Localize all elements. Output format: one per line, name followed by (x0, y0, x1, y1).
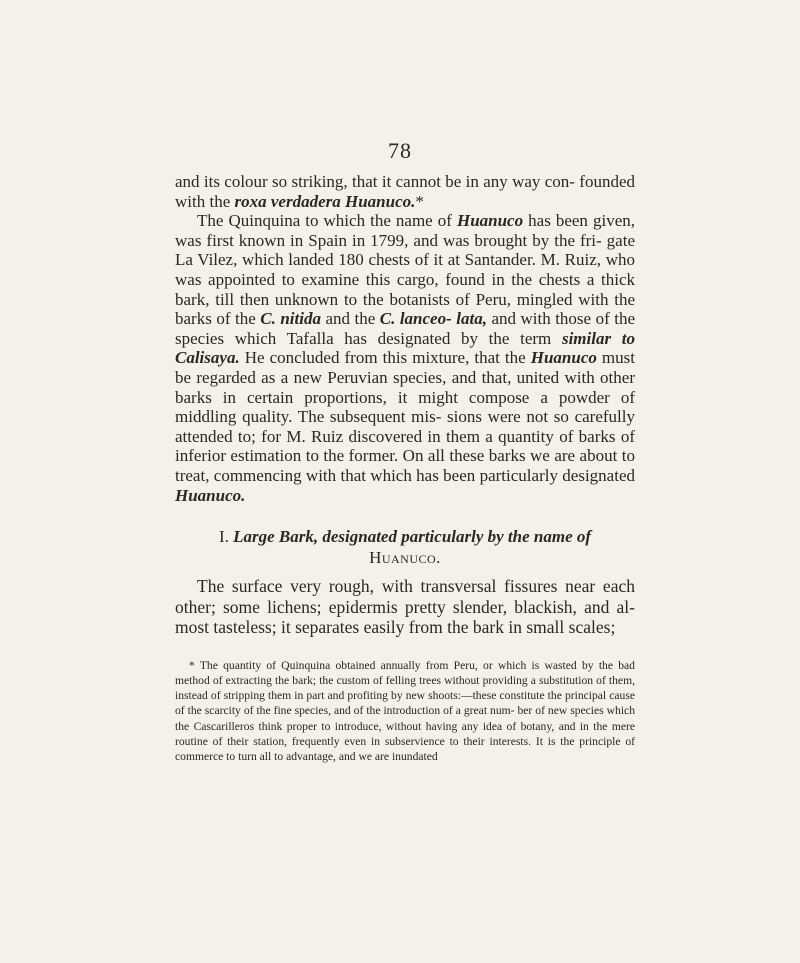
italic-term: C. nitida (260, 309, 321, 329)
paragraph-text: and its colour so striking, that it cannot be in any way con- founded with the (175, 172, 635, 211)
paragraph-text: He concluded from this mixture, that the (239, 348, 531, 368)
section-subtitle: Huanuco. (369, 548, 441, 568)
italic-term: Huanuco (456, 211, 524, 231)
paragraph-text: and the (320, 309, 380, 329)
italic-term: Huanuco (530, 348, 597, 368)
section-title: Large Bark, designated particularly by the name of (233, 527, 592, 547)
footnote-text: The quantity of Quinquina obtained annually from Peru, or which is wasted by the bad method of extracting the bark; the custom of felling trees without providing a substitution of them, instead of stripping them in part and profiting by new shoots:—these constitute the principal cause of the scarcity of the fine species, and of the introduction of a great num- ber of new species which the Cascarilleros think proper to introduce, without having any idea of botany, and in the mere routine of their station, frequently even in subservience to their interests. It is the principle of commerce to turn all to advantage, and we are inundated (175, 658, 635, 764)
footnote-marker: * (189, 658, 195, 672)
paragraph-text: and with those of the species which Tafalla has designated by the term (175, 309, 635, 348)
paragraph-text: must be regarded as a new Peruvian species, and that, united with other barks in certain proportions, it might compose a powder of middling quality. The subsequent mis- sions were not so carefully attended to; for M. Ruiz discovered in them a quantity of barks of inferior estimation to the former. On all these barks we are about to treat, commencing with that which has been particularly designated (175, 348, 635, 485)
italic-term: roxa verdadera Huanuco. (234, 191, 416, 211)
footnote (175, 658, 635, 765)
italic-term: similar to Calisaya. (175, 328, 635, 368)
paragraph-text: The Quinquina to which the name of (197, 211, 457, 231)
paragraph-huanuco-history (175, 211, 635, 505)
section-number: I. (218, 527, 229, 547)
paragraph-text: has been given, was first known in Spain in 1799, and was brought by the fri- gate La Vilez, which landed 180 chests of it at Santander. M. Ruiz, who was appointed to examine this cargo, found in the chests a thick bark, till then unknown to the botanists of Peru, mingled with the barks of the (175, 211, 635, 329)
italic-term: C. lanceo- lata, (379, 309, 487, 329)
footnote-reference: * (415, 191, 424, 211)
paragraph-continuation (175, 172, 635, 211)
page-number: 78 (388, 138, 412, 163)
section-heading (175, 526, 635, 568)
page-body (175, 172, 635, 776)
italic-term: Huanuco. (175, 485, 246, 505)
paragraph-bark-description: The surface very rough, with transversal fissures near each other; some lichens; epidermis pretty slender, blackish, and al- most tasteless; it separates easily from the bark in small scales; (175, 576, 635, 638)
